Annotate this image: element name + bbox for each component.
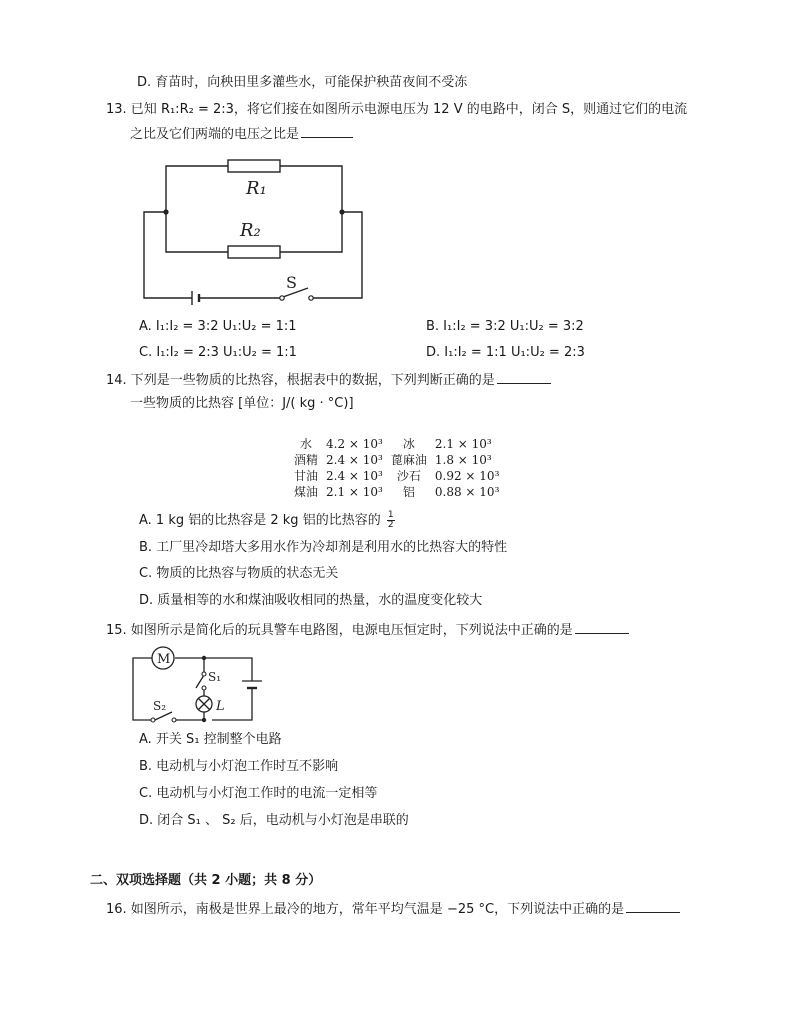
table-row: 酒精 2.4 × 10³ 蓖麻油 1.8 × 10³ xyxy=(294,453,492,467)
fraction-one-half: $\frac{1}{2}$ xyxy=(387,510,394,530)
q15-answer-blank[interactable] xyxy=(575,621,629,634)
q14-option-a[interactable]: A. 1 kg 铝的比热容是 2 kg 铝的比热容的 $\frac{1}{2}$ xyxy=(139,510,394,530)
q14-option-c[interactable]: C. 物质的比热容与物质的状态无关 xyxy=(139,566,339,581)
q16-answer-blank[interactable] xyxy=(626,900,680,913)
q15-label-s1: S₁ xyxy=(208,670,222,684)
q14-option-b[interactable]: B. 工厂里冷却塔大多用水作为冷却剂是利用水的比热容大的特性 xyxy=(139,540,508,555)
q15-option-c[interactable]: C. 电动机与小灯泡工作时的电流一定相等 xyxy=(139,786,378,801)
q13-label-r2: R₂ xyxy=(240,220,261,241)
q15-option-a[interactable]: A. 开关 S₁ 控制整个电路 xyxy=(139,732,282,747)
q13-option-b[interactable]: B. I₁:I₂ = 3:2 U₁:U₂ = 3:2 xyxy=(426,319,584,334)
q15-label-motor: M xyxy=(157,652,171,667)
q13-option-a[interactable]: A. I₁:I₂ = 3:2 U₁:U₂ = 1:1 xyxy=(139,319,297,334)
table-row: 水 4.2 × 10³ 冰 2.1 × 10³ xyxy=(300,437,492,451)
q13-label-switch: S xyxy=(286,273,297,292)
q16-stem: 16. 如图所示，南极是世界上最冷的地方，常年平均气温是 −25 °C，下列说法中正确的是 xyxy=(106,900,680,919)
q12-option-d: D. 育苗时，向秧田里多灌些水，可能保护秧苗夜间不受冻 xyxy=(137,75,468,90)
section-2-title: 二、双项选择题（共 2 小题；共 8 分） xyxy=(90,873,322,888)
q13-stem-line1: 13. 已知 R₁:R₂ = 2:3，将它们接在如图所示电源电压为 12 V 的电路中，闭合 S，则通过它们的电流 xyxy=(106,102,688,117)
q15-circuit-diagram xyxy=(128,644,276,726)
table-row: 煤油 2.1 × 10³ 铝 0.88 × 10³ xyxy=(294,485,500,499)
q13-circuit-diagram xyxy=(136,150,368,306)
q13-label-r1: R₁ xyxy=(246,178,267,199)
q14-answer-blank[interactable] xyxy=(497,371,551,384)
q15-label-s2: S₂ xyxy=(153,699,167,713)
q14-stem: 14. 下列是一些物质的比热容，根据表中的数据，下列判断正确的是 xyxy=(106,371,551,390)
table-row: 甘油 2.4 × 10³ 沙石 0.92 × 10³ xyxy=(294,469,500,483)
q14-specific-heat-table xyxy=(290,436,503,500)
q15-label-lamp: L xyxy=(216,699,225,714)
q14-table-caption: 一些物质的比热容 [单位：J/( kg · °C)] xyxy=(130,396,354,411)
q13-stem-line2: 之比及它们两端的电压之比是 xyxy=(130,125,353,144)
q13-option-c[interactable]: C. I₁:I₂ = 2:3 U₁:U₂ = 1:1 xyxy=(139,345,297,360)
q15-option-b[interactable]: B. 电动机与小灯泡工作时互不影响 xyxy=(139,759,339,774)
q15-option-d[interactable]: D. 闭合 S₁ 、 S₂ 后，电动机与小灯泡是串联的 xyxy=(139,813,409,828)
q13-option-d[interactable]: D. I₁:I₂ = 1:1 U₁:U₂ = 2:3 xyxy=(426,345,585,360)
q14-option-d[interactable]: D. 质量相等的水和煤油吸收相同的热量，水的温度变化较大 xyxy=(139,593,483,608)
q15-stem: 15. 如图所示是简化后的玩具警车电路图，电源电压恒定时，下列说法中正确的是 xyxy=(106,621,629,640)
q13-answer-blank[interactable] xyxy=(301,125,353,138)
